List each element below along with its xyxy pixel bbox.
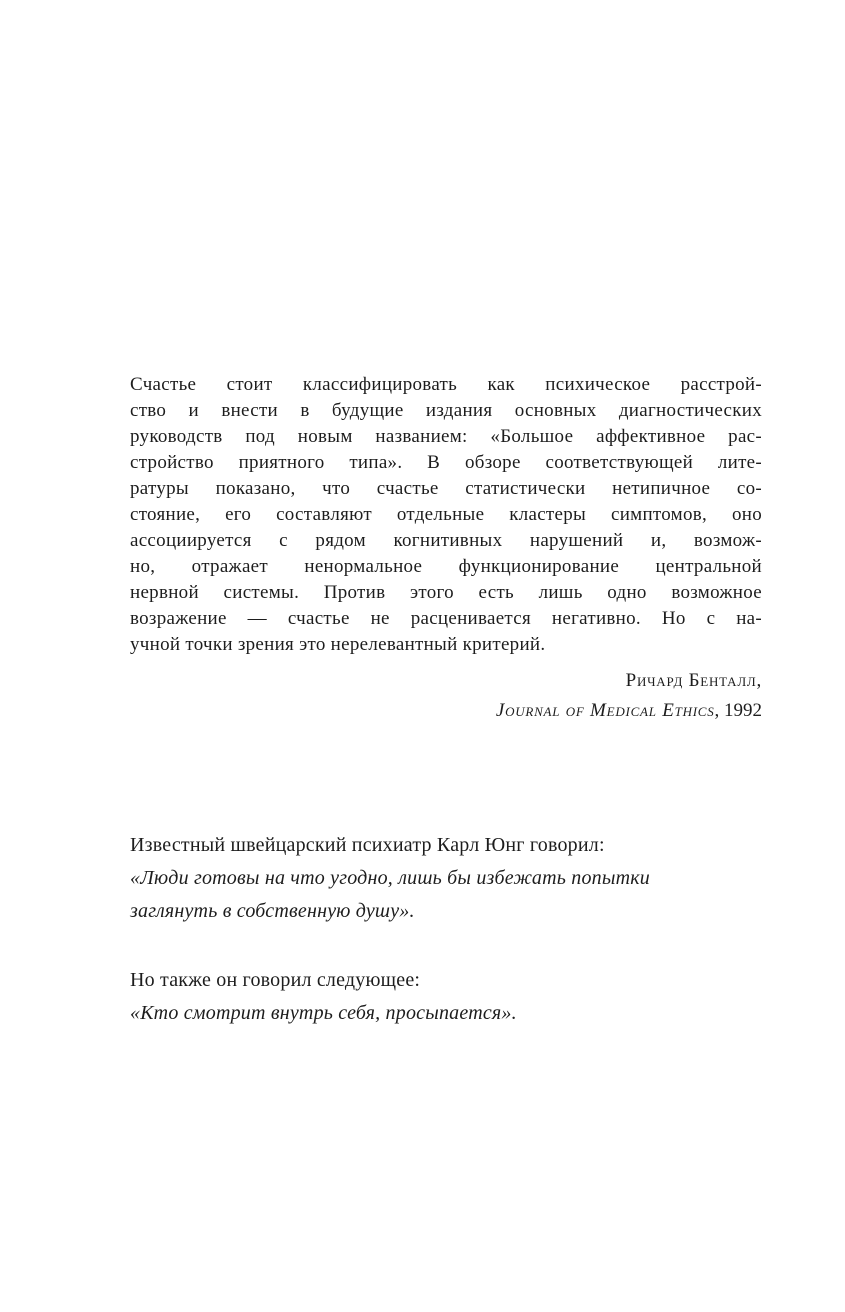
attribution-source [130,696,762,726]
epigraph-attribution [130,666,762,726]
jung-quote-1 [130,829,762,928]
epigraph-line: ство и внести в будущие издания основных диагностических [130,400,762,421]
quote-2-text [130,997,762,1030]
attribution-author: Ричард Бенталл, [625,670,762,691]
epigraph-line: стояние, его составляют отдельные кластеры симптомов, оно [130,504,762,525]
epigraph-line: руководств под новым названием: «Большое аффективное рас- [130,426,762,447]
epigraph-line: но, отражает ненормальное функционирование центральной [130,556,762,577]
quote-line: «Кто смотрит внутрь себя, просыпается». [130,1002,517,1024]
quote-1-intro: Известный швейцарский психиатр Карл Юнг говорил: [130,834,605,856]
epigraph-line: нервной системы. Против этого есть лишь одно возможное [130,582,762,603]
epigraph-line: ратуры показано, что счастье статистически нетипичное со- [130,478,762,499]
page-content [130,372,762,1030]
quote-2-intro: Но также он говорил следующее: [130,969,421,991]
epigraph-line: Счастье стоит классифицировать как психическое расстрой- [130,374,762,395]
quote-line: заглянуть в собственную душу». [130,900,415,922]
epigraph-line: ассоциируется с рядом когнитивных нарушений и, возмож- [130,530,762,551]
epigraph-line: учной точки зрения это нерелевантный критерий. [130,634,546,655]
jung-quote-2 [130,964,762,1030]
epigraph-paragraph [130,372,762,658]
quote-1-text [130,862,762,928]
epigraph-line: стройство приятного типа». В обзоре соответствующей лите- [130,452,762,473]
epigraph-line: возражение — счастье не расценивается негативно. Но с на- [130,608,762,629]
attribution-year: , 1992 [714,700,762,721]
quote-line: «Люди готовы на что угодно, лишь бы избежать попытки [130,867,650,889]
attribution-journal: Journal of Medical Ethics [495,700,715,721]
epigraph-block [130,372,762,726]
